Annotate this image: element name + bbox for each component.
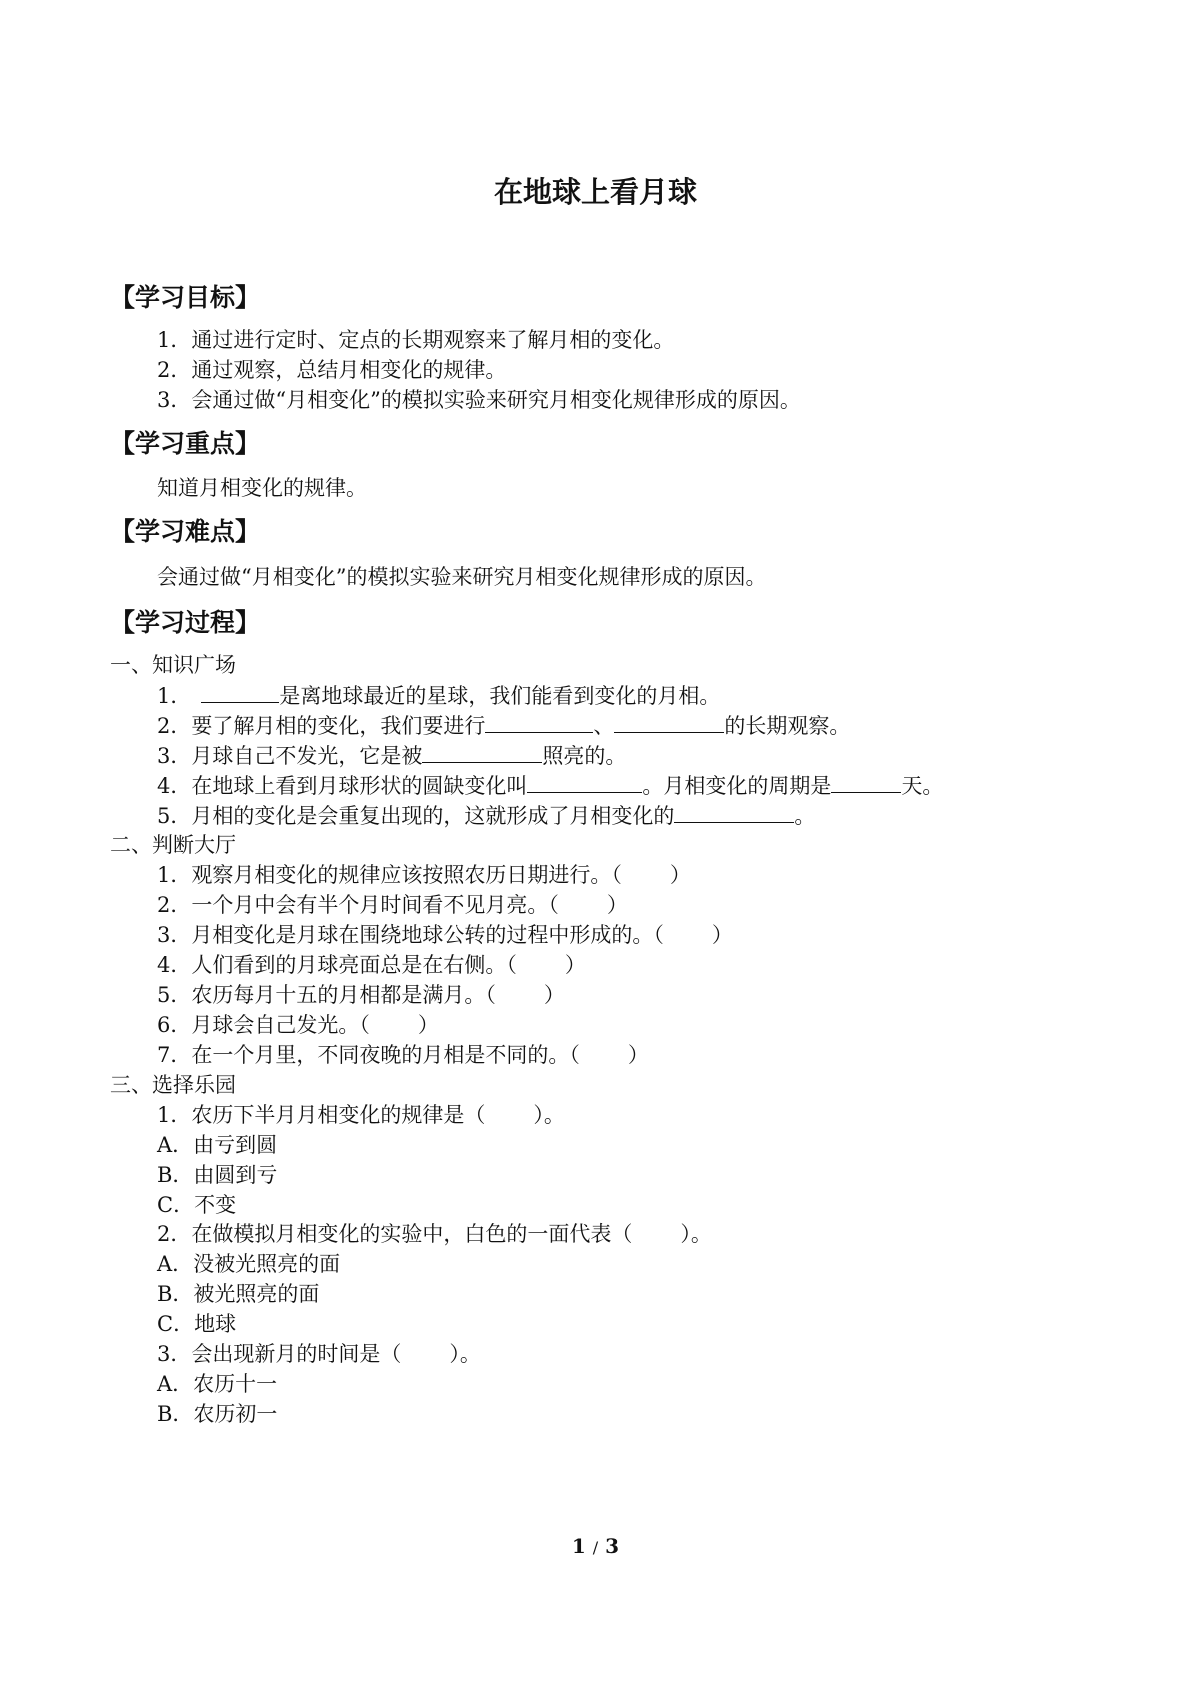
choice-question-2-end: ）。 xyxy=(680,1222,712,1246)
choice-1-option-a: A．由亏到圆 xyxy=(157,1133,278,1157)
q4-blank-1[interactable] xyxy=(527,770,642,793)
judge-question-1 xyxy=(157,860,691,890)
judge-question-5-text: 5．农历每月十五的月相都是满月。（ xyxy=(157,983,496,1007)
page-number xyxy=(0,1532,1191,1562)
key-points-text: 知道月相变化的规律。 xyxy=(157,476,367,500)
fill-question-4 xyxy=(157,770,943,801)
q3-text-after: 照亮的。 xyxy=(542,744,627,768)
q1-number: 1． xyxy=(157,684,192,708)
q5-blank[interactable] xyxy=(674,800,794,823)
total-pages: 3 xyxy=(605,1534,620,1558)
judge-close-paren: ） xyxy=(543,983,565,1007)
q2-blank-1[interactable] xyxy=(485,710,593,733)
choice-2-option-c: C．地球 xyxy=(157,1312,237,1336)
fill-question-5 xyxy=(157,800,815,831)
key-points-heading: 【学习重点】 xyxy=(110,429,261,458)
choice-question-3-stem: 3．会出现新月的时间是（ xyxy=(157,1342,402,1366)
judge-question-7-text: 7．在一个月里，不同夜晚的月相是不同的。（ xyxy=(157,1043,580,1067)
fill-question-2 xyxy=(157,710,850,741)
q2-text-after: 的长期观察。 xyxy=(724,714,851,738)
judge-close-paren: ） xyxy=(606,893,628,917)
judge-question-4-text: 4．人们看到的月球亮面总是在右侧。（ xyxy=(157,953,517,977)
q5-text-pre: 5．月相的变化是会重复出现的，这就形成了月相变化的 xyxy=(157,804,675,828)
objective-item-3: 3．会通过做“月相变化”的模拟实验来研究月相变化规律形成的原因。 xyxy=(157,388,801,412)
choice-3-option-a: A．农历十一 xyxy=(157,1372,278,1396)
q4-text-pre: 4．在地球上看到月球形状的圆缺变化叫 xyxy=(157,774,528,798)
judge-close-paren: ） xyxy=(417,1013,439,1037)
judge-close-paren: ） xyxy=(711,923,733,947)
choice-question-2-stem: 2．在做模拟月相变化的实验中，白色的一面代表（ xyxy=(157,1222,633,1246)
judge-question-2 xyxy=(157,890,628,920)
judge-close-paren: ） xyxy=(627,1043,649,1067)
choice-2-option-a: A．没被光照亮的面 xyxy=(157,1252,341,1276)
judge-question-2-text: 2．一个月中会有半个月时间看不见月亮。（ xyxy=(157,893,559,917)
current-page: 1 xyxy=(571,1534,586,1558)
process-heading: 【学习过程】 xyxy=(110,608,261,637)
judge-question-6-text: 6．月球会自己发光。（ xyxy=(157,1013,370,1037)
q1-text: 是离地球最近的星球，我们能看到变化的月相。 xyxy=(279,684,721,708)
objective-item-2: 2．通过观察，总结月相变化的规律。 xyxy=(157,358,507,382)
choice-3-option-b: B．农历初一 xyxy=(157,1402,278,1426)
q2-text-pre: 2．要了解月相的变化，我们要进行 xyxy=(157,714,486,738)
objectives-heading: 【学习目标】 xyxy=(110,283,261,312)
difficulties-text: 会通过做“月相变化”的模拟实验来研究月相变化规律形成的原因。 xyxy=(157,565,767,589)
q4-text-after: 天。 xyxy=(901,774,944,798)
choice-question-1 xyxy=(157,1100,565,1130)
choice-question-2 xyxy=(157,1219,712,1249)
q2-blank-2[interactable] xyxy=(614,710,724,733)
choice-question-3 xyxy=(157,1339,481,1369)
q3-text-pre: 3．月球自己不发光，它是被 xyxy=(157,744,423,768)
choice-1-option-c: C．不变 xyxy=(157,1193,237,1217)
q3-blank[interactable] xyxy=(422,740,542,763)
judge-question-1-text: 1．观察月相变化的规律应该按照农历日期进行。（ xyxy=(157,863,622,887)
q4-text-mid: 。月相变化的周期是 xyxy=(642,774,832,798)
choice-2-option-b: B．被光照亮的面 xyxy=(157,1282,320,1306)
judge-close-paren: ） xyxy=(669,863,691,887)
q1-blank[interactable] xyxy=(201,680,279,703)
page-title: 在地球上看月球 xyxy=(493,175,697,209)
judge-question-7 xyxy=(157,1040,649,1070)
q2-text-mid: 、 xyxy=(593,714,615,738)
part1-title: 一、知识广场 xyxy=(110,653,236,677)
difficulties-heading: 【学习难点】 xyxy=(110,517,261,546)
choice-question-1-stem: 1．农历下半月月相变化的规律是（ xyxy=(157,1103,486,1127)
q5-text-after: 。 xyxy=(794,804,816,828)
choice-question-3-end: ）。 xyxy=(449,1342,481,1366)
page-separator: / xyxy=(592,1538,599,1557)
objective-item-1: 1．通过进行定时、定点的长期观察来了解月相的变化。 xyxy=(157,328,675,352)
choice-1-option-b: B．由圆到亏 xyxy=(157,1163,278,1187)
judge-question-3 xyxy=(157,920,733,950)
fill-question-3 xyxy=(157,740,626,771)
part2-title: 二、判断大厅 xyxy=(110,833,236,857)
choice-question-1-end: ）。 xyxy=(533,1103,565,1127)
part3-title: 三、选择乐园 xyxy=(110,1073,236,1097)
judge-question-6 xyxy=(157,1010,439,1040)
fill-question-1 xyxy=(157,680,720,711)
judge-close-paren: ） xyxy=(564,953,586,977)
judge-question-4 xyxy=(157,950,586,980)
judge-question-3-text: 3．月相变化是月球在围绕地球公转的过程中形成的。（ xyxy=(157,923,664,947)
judge-question-5 xyxy=(157,980,565,1010)
q4-blank-2[interactable] xyxy=(831,770,901,793)
